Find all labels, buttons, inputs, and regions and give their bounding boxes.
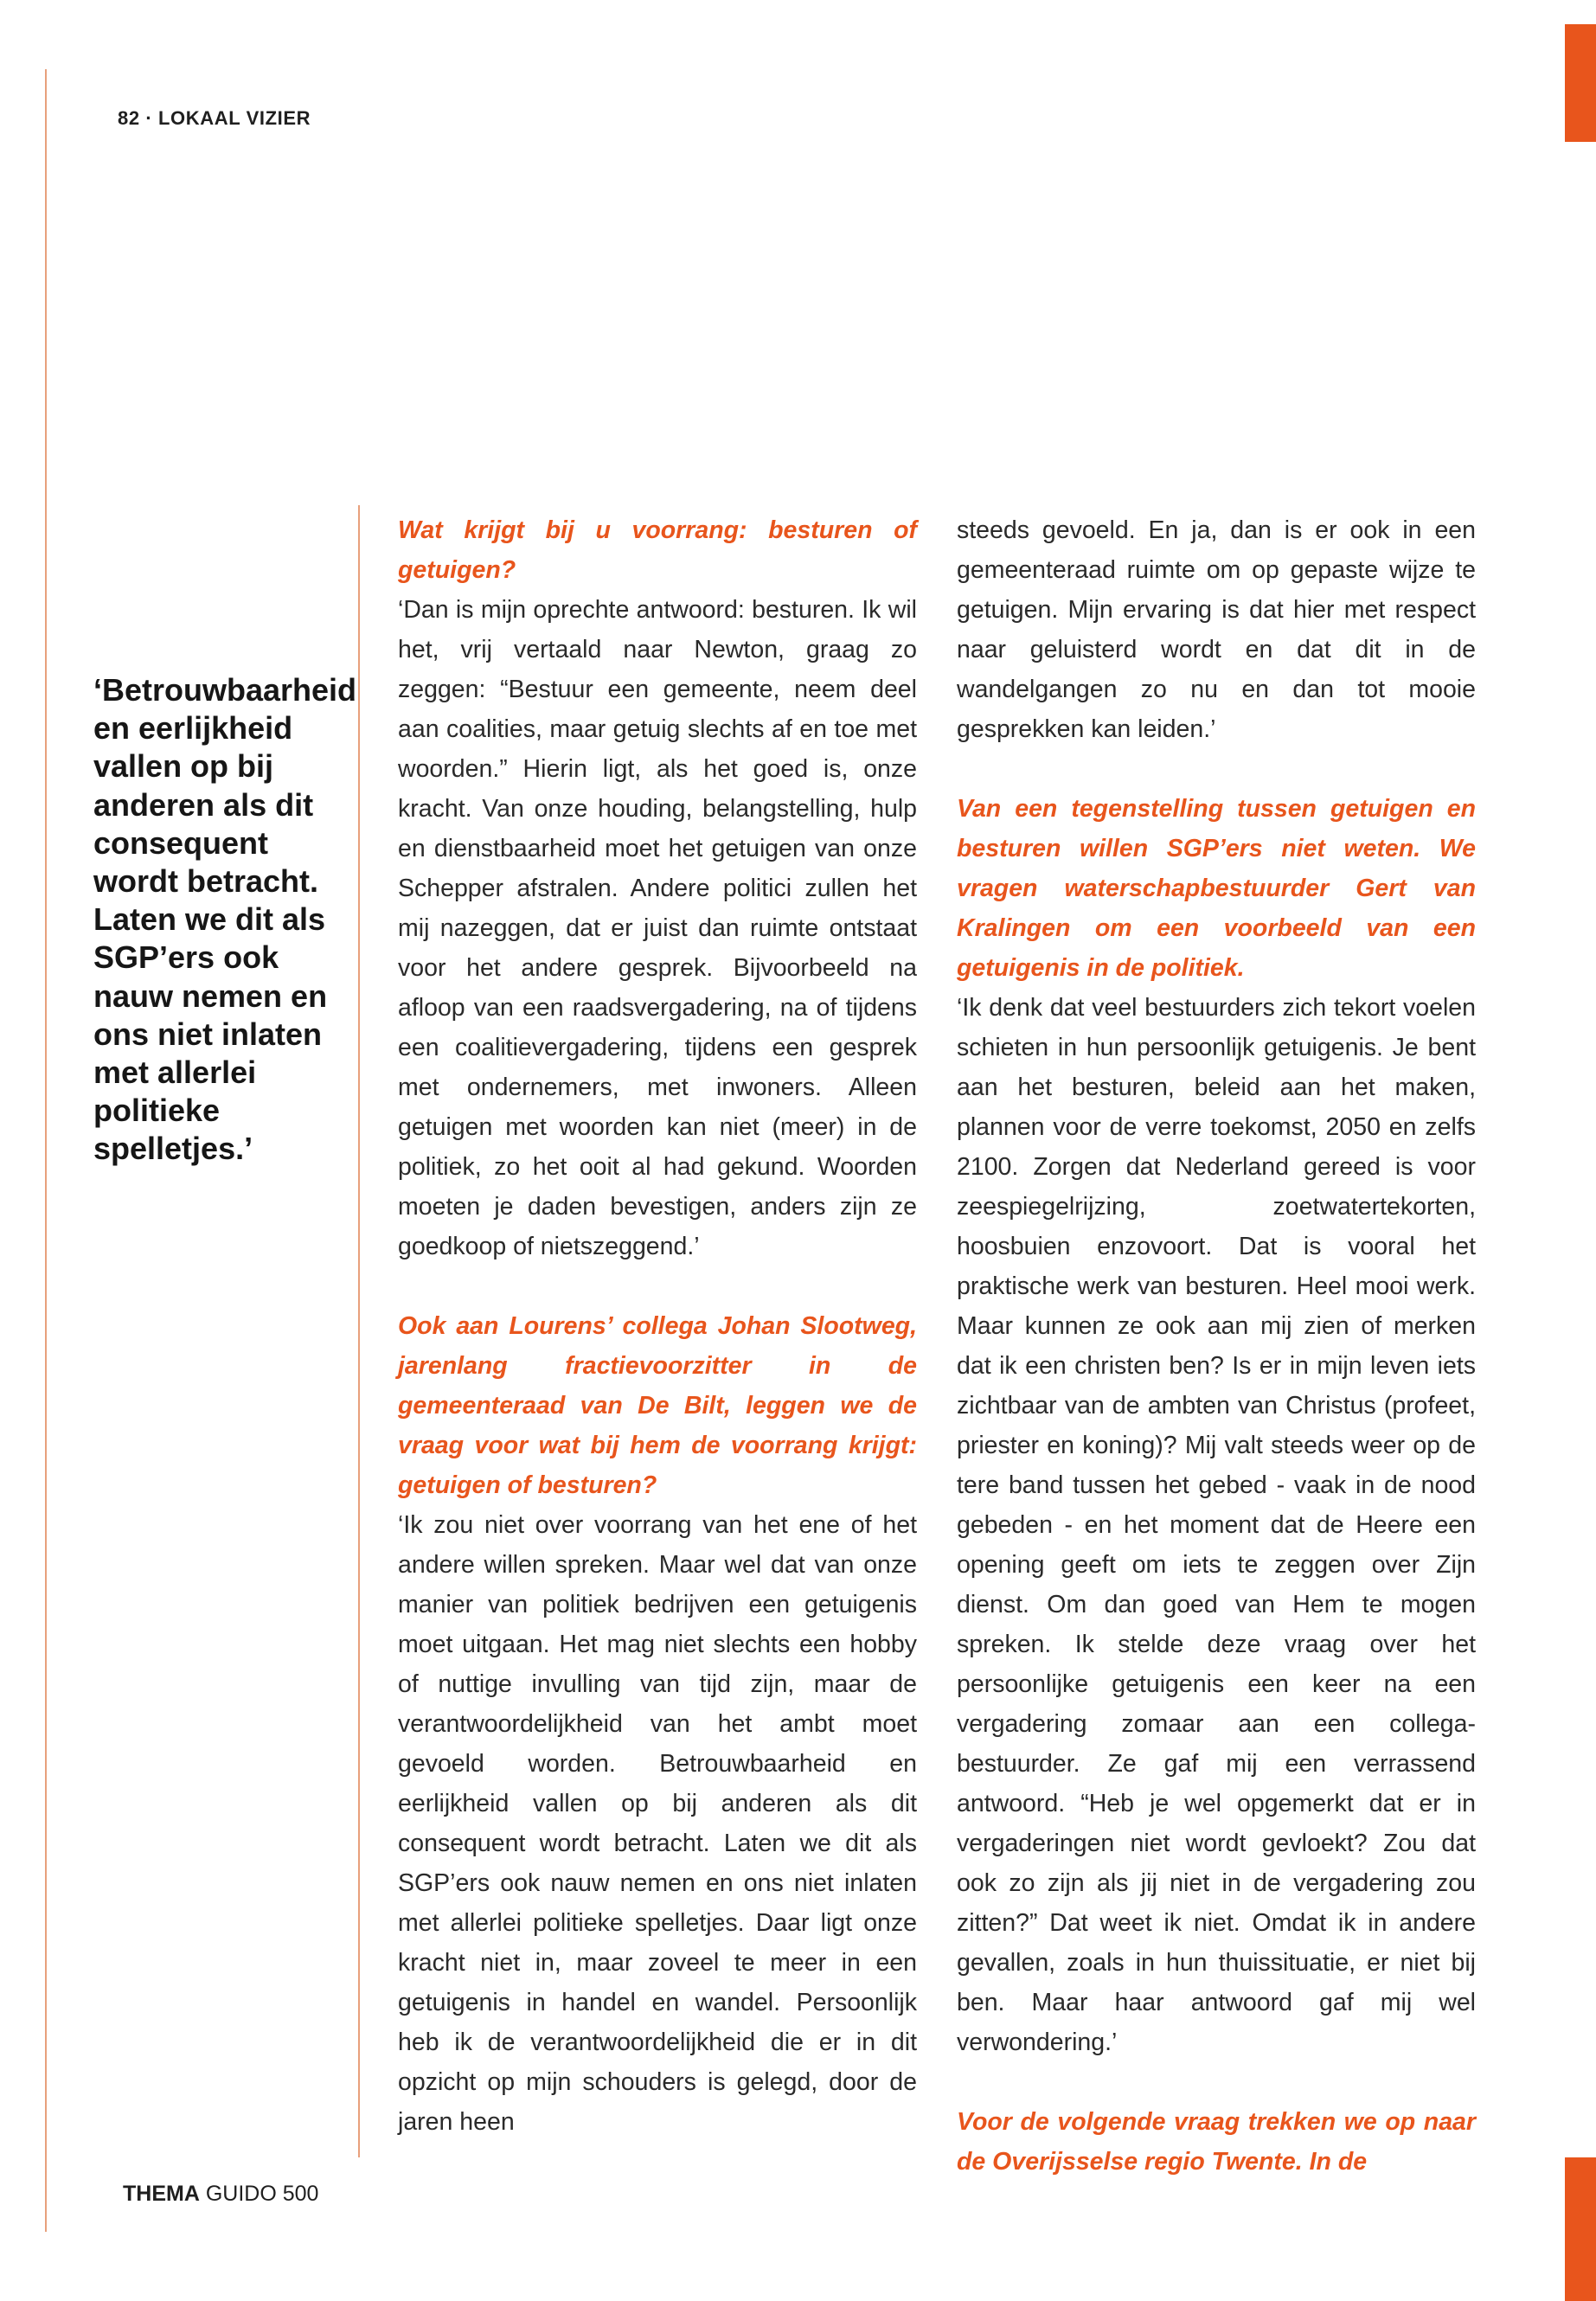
interview-answer: ‘Ik denk dat veel bestuurders zich tekort voelen schieten in hun persoonlijk getuigenis. Je bent aan het besturen, beleid aan het maken, plannen voor de verre toekomst, 2050 en zelfs 2100. Zorgen dat Nederland gereed is voor zeespiegelrijzing, zoetwatertekorten, hoosbuien enzovoort. Dat is vooral het praktische werk van besturen. Heel mooi werk. Maar kunnen ze ook aan mij zien of merken dat ik een christen ben? Is er in mijn leven iets zichtbaar van de ambten van Christus (profeet, priester en koning)? Mij valt steeds weer op de tere band tussen het gebed - vaak in de nood gebeden - en het moment dat de Heere een opening geeft om iets te zeggen over Zijn dienst. Om dan goed van Hem te mogen spreken. Ik stelde deze vraag over het persoonlijke getuigenis een keer na een vergadering zomaar aan een collega-bestuurder. Ze gaf mij een verrassend antwoord. “Heb je wel opgemerkt dat er in vergaderingen niet wordt gevloekt? Zou dat ook zo zijn als jij niet in de vergadering zou zitten?” Dat weet ik niet. Omdat ik in andere gevallen, zoals in hun thuissituatie, er niet bij ben. Maar haar antwoord gaf mij wel verwondering.’	[957, 994, 1476, 2056]
interview-answer: ‘Ik zou niet over voorrang van het ene of het andere willen spreken. Maar wel dat van onze manier van politiek bedrijven een getuigenis moet uitgaan. Het mag niet slechts een hobby of nuttige invulling van tijd zijn, maar de verantwoordelijkheid van het ambt moet gevoeld worden. Betrouwbaarheid en eerlijkheid vallen op bij anderen als dit consequent wordt betracht. Laten we dit als SGP’ers ook nauw nemen en ons niet inlaten met allerlei politieke spelletjes. Daar ligt onze kracht niet in, maar zoveel te meer in een getuigenis in handel en wandel. Persoonlijk heb ik de verantwoordelijkheid die er in dit opzicht op mijn schouders is gelegd, door de jaren heen	[398, 1511, 917, 2136]
interview-question: Wat krijgt bij u voorrang: besturen of getuigen?	[398, 516, 917, 584]
interview-answer: ‘Dan is mijn oprechte antwoord: besturen. Ik wil het, vrij vertaald naar Newton, graag zo zeggen: “Bestuur een gemeente, neem deel aan coalities, maar getuig slechts af en toe met woorden.” Hierin ligt, als het goed is, onze kracht. Van onze houding, belangstelling, hulp en dienstbaarheid moet het getuigen van onze Schepper afstralen. Andere politici zullen het mij nazeggen, dat er juist dan ruimte ontstaat voor het andere gesprek. Bijvoorbeeld na afloop van een raadsvergadering, na of tijdens een coalitievergadering, tijdens een gesprek met ondernemers, met inwoners. Alleen getuigen met woorden kan niet (meer) in de politiek, zo het ooit al had gekund. Woorden moeten je daden bevestigen, anders zijn ze goedkoop of nietszeggend.’	[398, 596, 917, 1260]
interview-question: Ook aan Lourens’ collega Johan Slootweg, jarenlang fractievoorzitter in de gemeenteraad van De Bilt, leggen we de vraag voor wat bij hem de voorrang krijgt: getuigen of besturen?	[398, 1312, 917, 1499]
interview-answer: steeds gevoeld. En ja, dan is er ook in een gemeenteraad ruimte om op gepaste wijze te getuigen. Mijn ervaring is dat hier met respect naar geluisterd wordt en dat dit in de wandelgangen zo nu en dan tot mooie gesprekken kan leiden.’	[957, 516, 1476, 743]
section-tab-bottom	[1565, 2157, 1596, 2301]
footer-brand: THEMA	[123, 2182, 200, 2206]
page-header: 82 · LOKAAL VIZIER	[118, 107, 311, 129]
article-column-1	[398, 510, 917, 2142]
page-footer	[123, 2182, 318, 2207]
article-column-2	[957, 510, 1476, 2182]
section-tab-top	[1565, 24, 1596, 142]
pull-quote: ‘Betrouwbaarheid en eerlijkheid vallen op bij anderen als dit consequent wordt betracht. Laten we dit als SGP’ers ook nauw nemen en ons niet inlaten met allerlei politieke spelletjes.’	[93, 672, 357, 1167]
interview-question: Voor de volgende vraag trekken we op naar de Overijsselse regio Twente. In de	[957, 2108, 1476, 2176]
column-rule	[358, 505, 360, 2157]
interview-question: Van een tegenstelling tussen getuigen en besturen willen SGP’ers niet weten. We vragen waterschapbestuurder Gert van Kralingen om een voorbeeld van een getuigenis in de politiek.	[957, 795, 1476, 982]
margin-rule	[45, 69, 47, 2232]
footer-issue: GUIDO 500	[205, 2182, 319, 2206]
